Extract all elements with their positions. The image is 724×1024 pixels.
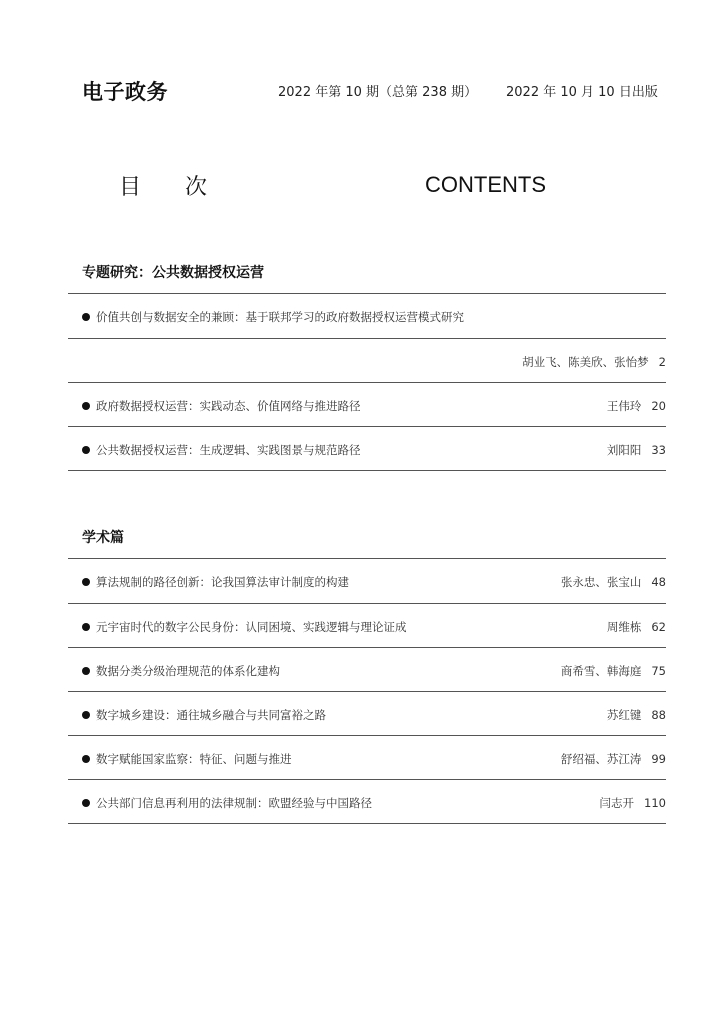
article-title[interactable]: 数字城乡建设：通往城乡融合与共同富裕之路 (96, 708, 326, 722)
article-title[interactable]: 算法规制的路径创新：论我国算法审计制度的构建 (96, 575, 349, 589)
divider (68, 470, 666, 471)
toc-entry[interactable] (68, 339, 666, 383)
issue-info: 2022 年第 10 期（总第 238 期） (278, 85, 478, 100)
journal-name: 电子政务 (82, 80, 168, 104)
article-title[interactable]: 公共数据授权运营：生成逻辑、实践图景与规范路径 (96, 443, 361, 457)
article-authors: 周维栋 (606, 620, 642, 634)
article-authors: 商希雪、韩海庭 (560, 664, 642, 678)
article-title[interactable]: 价值共创与数据安全的兼顾：基于联邦学习的政府数据授权运营模式研究 (96, 310, 464, 324)
article-page: 75 (651, 664, 666, 678)
article-meta (607, 707, 666, 723)
article-page: 110 (644, 796, 666, 810)
toc-entry[interactable] (68, 648, 666, 692)
bullet-icon (82, 667, 90, 675)
article-title[interactable]: 数字赋能国家监察：特征、问题与推进 (96, 752, 292, 766)
article-authors: 闫志开 (599, 796, 635, 810)
publication-date: 2022 年 10 月 10 日出版 (506, 85, 658, 100)
article-page: 48 (651, 575, 666, 589)
article-title[interactable]: 元宇宙时代的数字公民身份：认同困境、实践逻辑与理论证成 (96, 620, 407, 634)
toc-entry[interactable] (68, 559, 666, 603)
bullet-icon (82, 711, 90, 719)
section-title: 专题研究：公共数据授权运营 (82, 265, 264, 281)
article-meta (600, 795, 666, 811)
bullet-icon (82, 799, 90, 807)
journal-header (82, 76, 672, 104)
contents-title-cn: 目次 (119, 175, 252, 200)
divider (68, 823, 666, 824)
bullet-icon (82, 446, 90, 454)
bullet-icon (82, 313, 90, 321)
article-meta (522, 354, 666, 370)
article-authors: 苏红键 (606, 708, 642, 722)
article-page: 2 (658, 355, 666, 369)
article-page: 88 (651, 708, 666, 722)
section-title: 学术篇 (82, 530, 124, 546)
article-meta (607, 619, 666, 635)
contents-title-en: CONTENTS (425, 172, 546, 197)
toc-entry[interactable] (68, 692, 666, 736)
toc-entry[interactable] (68, 780, 666, 824)
toc-entry[interactable] (68, 294, 666, 338)
toc-entry[interactable] (68, 736, 666, 780)
bullet-icon (82, 402, 90, 410)
article-page: 20 (651, 399, 666, 413)
article-title[interactable]: 公共部门信息再利用的法律规制：欧盟经验与中国路径 (96, 796, 372, 810)
article-meta (607, 398, 666, 414)
article-title[interactable]: 政府数据授权运营：实践动态、价值网络与推进路径 (96, 399, 361, 413)
bullet-icon (82, 623, 90, 631)
bullet-icon (82, 578, 90, 586)
bullet-icon (82, 755, 90, 763)
article-meta (607, 442, 666, 458)
article-authors: 刘阳阳 (606, 443, 642, 457)
article-meta (561, 574, 666, 590)
article-page: 33 (651, 443, 666, 457)
article-authors: 张永忠、张宝山 (560, 575, 642, 589)
article-authors: 舒绍福、苏江涛 (560, 752, 642, 766)
article-meta (561, 663, 666, 679)
article-authors: 胡业飞、陈美欣、张怡梦 (522, 355, 649, 369)
article-page: 99 (651, 752, 666, 766)
toc-entry[interactable] (68, 383, 666, 427)
article-authors: 王伟玲 (606, 399, 642, 413)
toc-entry[interactable] (68, 427, 666, 471)
article-page: 62 (651, 620, 666, 634)
article-title[interactable]: 数据分类分级治理规范的体系化建构 (96, 664, 280, 678)
article-meta (561, 751, 666, 767)
toc-entry[interactable] (68, 604, 666, 648)
